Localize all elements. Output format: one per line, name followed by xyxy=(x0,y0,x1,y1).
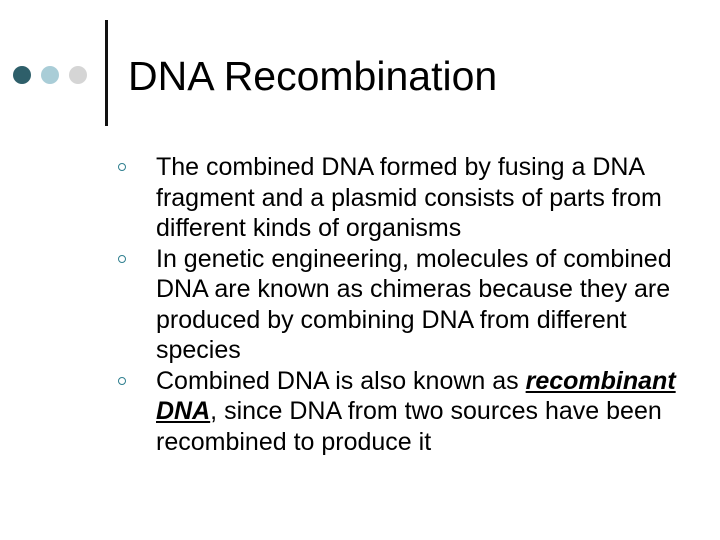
decorative-dot-light-blue xyxy=(41,66,59,84)
bullet-item xyxy=(118,152,708,244)
decorative-dot-dark xyxy=(13,66,31,84)
bullet-circle-icon xyxy=(118,377,126,385)
slide-title: DNA Recombination xyxy=(128,53,498,99)
bullet-text xyxy=(156,367,676,456)
recombinant-dna-term: recombinant DNA xyxy=(156,366,676,425)
bullet-circle-icon xyxy=(118,255,126,263)
bullet-item xyxy=(118,366,708,458)
decorative-dot-gray xyxy=(69,66,87,84)
bullet-list xyxy=(118,152,708,457)
bullet-text-prefix: Combined DNA is also known as xyxy=(156,366,526,395)
bullet-item xyxy=(118,244,708,366)
bullet-text: In genetic engineering, molecules of combined DNA are known as chimeras because they are produced by combining DNA from different species xyxy=(156,244,672,364)
title-divider xyxy=(105,20,108,126)
bullet-text: The combined DNA formed by fusing a DNA fragment and a plasmid consists of parts from different kinds of organisms xyxy=(156,153,662,242)
bullet-circle-icon xyxy=(118,163,126,171)
bullet-text-suffix: , since DNA from two sources have been recombined to produce it xyxy=(156,397,662,456)
